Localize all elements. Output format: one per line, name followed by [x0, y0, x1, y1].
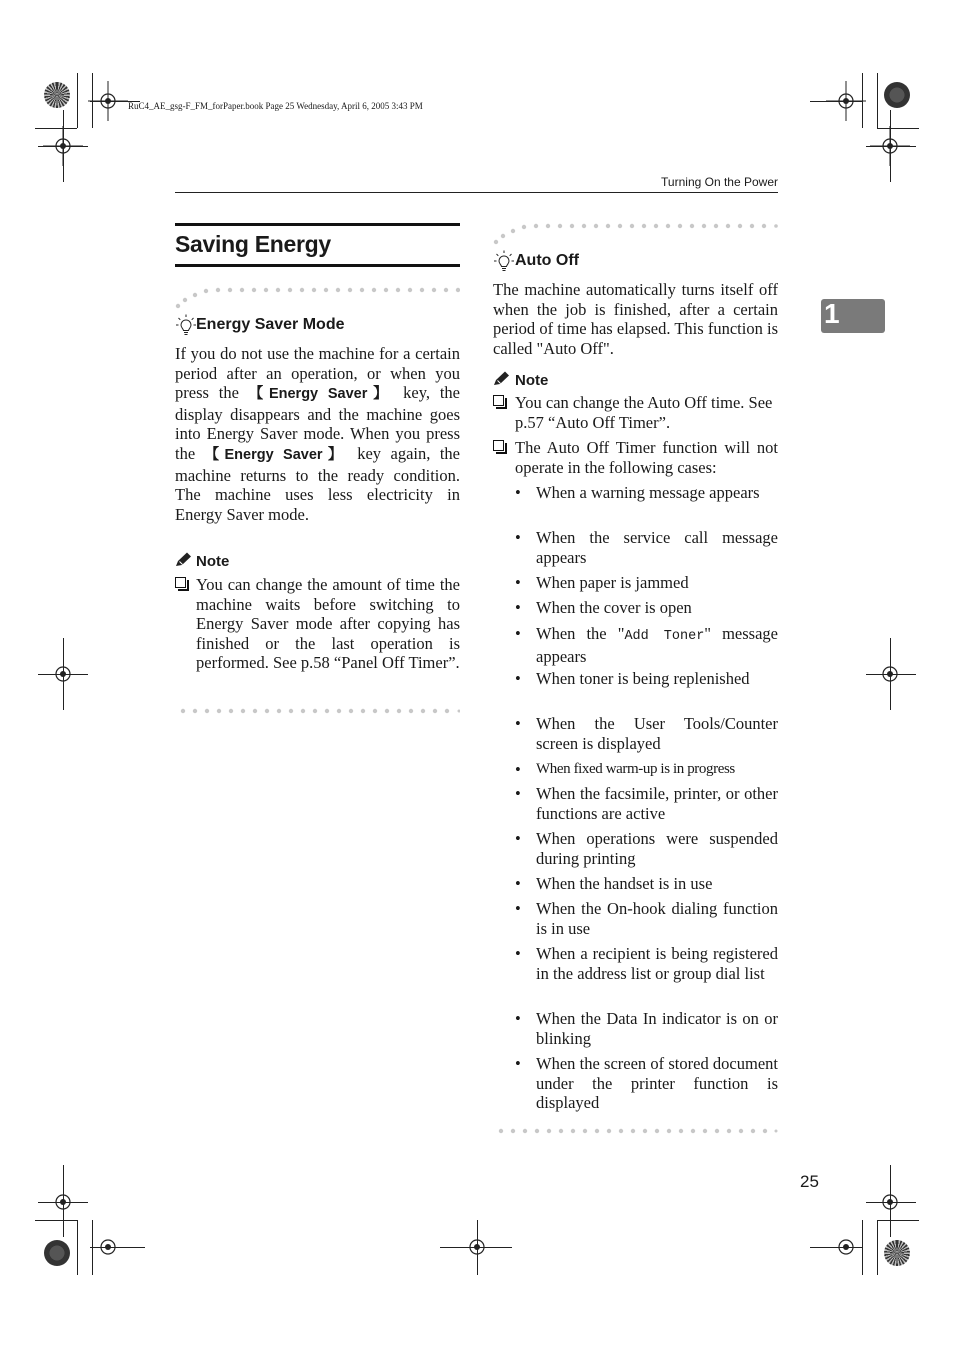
lightbulb-icon: [494, 250, 514, 272]
list-item: • When the handset is in use: [515, 874, 713, 893]
header-rule: [175, 192, 778, 193]
add-toner-code: Add Toner: [624, 629, 705, 644]
note-item: You can change the Auto Off time. See p.57 “Auto Off Timer”.: [493, 393, 778, 432]
list-item: • When the cover is open: [515, 598, 692, 617]
checkbox-icon: [493, 440, 504, 451]
registration-target-icon: [43, 126, 83, 166]
list-item: • When fixed warm-up is in progress: [515, 760, 735, 779]
registration-target-icon: [870, 126, 910, 166]
file-info: RuC4_AE_gsg-F_FM_forPaper.book Page 25 Wednesday, April 6, 2005 3:43 PM: [128, 101, 423, 111]
list-item: • When the screen of stored document under the printer function is displayed: [515, 1054, 778, 1113]
registration-disc-bottom-left: [44, 1240, 70, 1266]
list-item: • When the On-hook dialing function is in use: [515, 899, 778, 938]
energy-saver-key: 【Energy Saver】: [204, 446, 348, 463]
note-label: Note: [515, 372, 549, 389]
list-item: • When operations were suspended during printing: [515, 829, 778, 868]
energy-saver-text-c: key again, the machine returns to the ready condition. The machine uses less electricity in Energy Saver mode.: [175, 443, 460, 524]
registration-target-icon: [870, 654, 910, 694]
list-item: • When the Data In indicator is on or blinking: [515, 1009, 778, 1048]
lightbulb-icon: [176, 314, 196, 336]
registration-target-icon: [870, 1182, 910, 1222]
energy-saver-key: 【Energy Saver】: [248, 386, 394, 403]
registration-target-icon: [88, 1227, 128, 1267]
page-number: 25: [800, 1172, 819, 1191]
list-item: • When a warning message appears: [515, 483, 760, 502]
energy-saver-heading: Energy Saver Mode: [196, 316, 345, 333]
dotted-divider: [180, 708, 460, 714]
dotted-divider: [175, 287, 460, 309]
list-item: • When the service call message appears: [515, 528, 778, 567]
running-header: Turning On the Power: [661, 175, 778, 189]
energy-saver-text-b: key, the display disappears and the machine goes into Energy Saver mode. When you press the: [175, 383, 460, 463]
registration-disc-bottom-right: [884, 1240, 910, 1266]
list-item: • When toner is being replenished: [515, 669, 750, 688]
auto-off-heading: Auto Off: [515, 252, 579, 269]
list-item: • When the User Tools/Counter screen is displayed: [515, 714, 778, 753]
list-item: • When paper is jammed: [515, 573, 689, 592]
checkbox-icon: [175, 577, 186, 588]
pencil-icon: [493, 371, 511, 387]
registration-target-icon: [43, 1182, 83, 1222]
registration-disc-top-right: [884, 82, 910, 108]
pencil-icon: [175, 552, 193, 568]
list-item: • When a recipient is being registered in the address list or group dial list: [515, 944, 778, 983]
energy-saver-text-a: If you do not use the machine for a certain period after an operation, or when you press the: [175, 344, 460, 403]
registration-target-icon: [88, 81, 128, 121]
registration-target-icon: [826, 81, 866, 121]
chapter-number: 1: [824, 298, 840, 329]
dotted-divider: [493, 223, 778, 245]
note-item: The Auto Off Timer function will not operate in the following cases:: [493, 438, 778, 477]
note-label: Note: [196, 553, 230, 570]
auto-off-paragraph: The machine automatically turns itself off when the job is finished, after a certain period of time has elapsed. This function is called "Auto Off".: [493, 280, 778, 358]
energy-saver-paragraph: [175, 344, 460, 524]
section-title: Saving Energy: [175, 231, 331, 257]
registration-target-icon: [826, 1227, 866, 1267]
list-item: • When the "Add Toner" message appears: [515, 624, 778, 666]
list-item: • When the facsimile, printer, or other functions are active: [515, 784, 778, 823]
registration-target-icon: [457, 1227, 497, 1267]
dotted-divider: [498, 1128, 778, 1134]
note-item: You can change the amount of time the machine waits before switching to Energy Saver mode after copying has finished or the last operation is performed. See p.58 “Panel Off Timer”.: [175, 575, 460, 673]
checkbox-icon: [493, 395, 504, 406]
registration-target-icon: [43, 654, 83, 694]
registration-disc-top-left: [44, 82, 70, 108]
